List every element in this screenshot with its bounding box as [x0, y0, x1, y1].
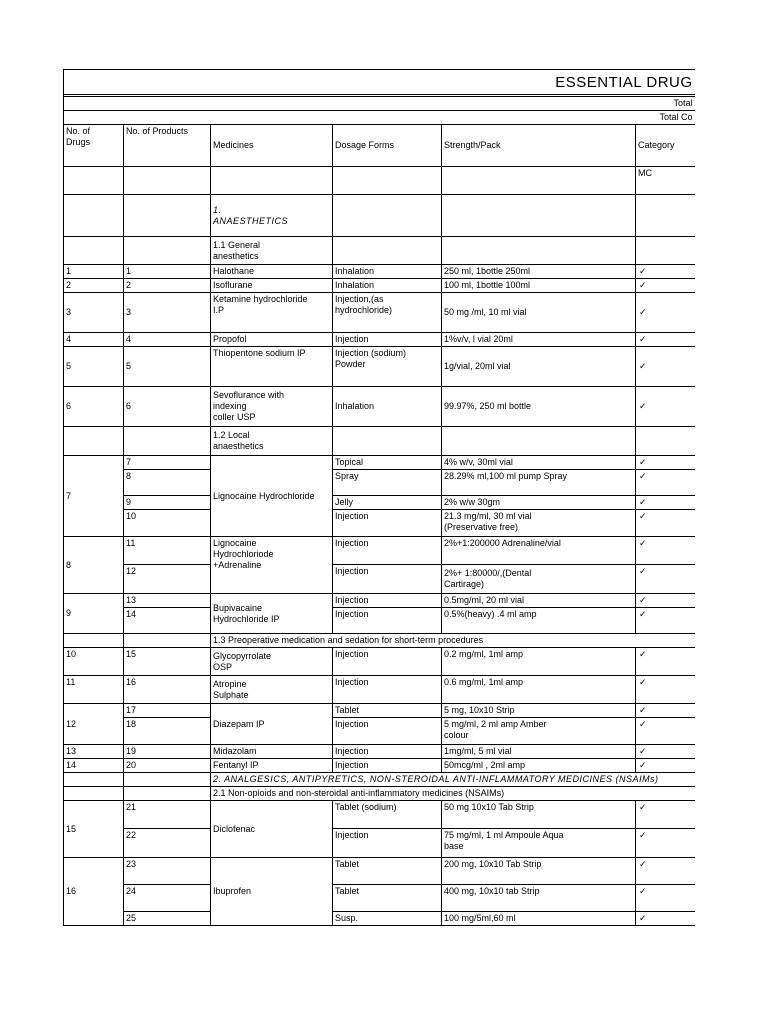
product-number: 8 [124, 470, 211, 496]
strength-pack: 1mg/ml, 5 ml vial [442, 745, 636, 759]
strength-pack: 50 mg 10x10 Tab Strip [442, 801, 636, 829]
drug-number: 4 [64, 333, 124, 347]
strength-pack: 0.2 mg/ml, 1ml amp [442, 648, 636, 676]
strength-pack: 0.5%(heavy) .4 ml amp [442, 608, 636, 634]
check-icon: ✓ [636, 745, 695, 759]
strength-pack: 100 ml, 1bottle 100ml [442, 279, 636, 293]
dosage-form: Injection [333, 333, 442, 347]
empty-cell [333, 167, 442, 195]
strength-pack: 75 mg/ml, 1 ml Ampoule Aqua base [442, 829, 636, 858]
product-number: 10 [124, 510, 211, 537]
header-strength-pack: Strength/Pack [442, 125, 636, 167]
header-category: Category [636, 125, 695, 167]
dosage-form: Inhalation [333, 279, 442, 293]
dosage-form: Tablet [333, 704, 442, 718]
empty-cell [64, 167, 124, 195]
strength-pack: 1g/vial, 20ml vial [442, 347, 636, 387]
check-icon: ✓ [636, 676, 695, 704]
strength-pack: 4% w/v, 30ml vial [442, 456, 636, 470]
drug-number: 3 [64, 293, 124, 333]
check-icon: ✓ [636, 565, 695, 594]
header-dosage-forms: Dosage Forms [333, 125, 442, 167]
check-icon: ✓ [636, 265, 695, 279]
check-icon: ✓ [636, 912, 695, 926]
subsection-heading: 2.1 Non-opioids and non-steroidal anti-inflammatory medicines (NSAIMs) [211, 787, 695, 801]
strength-pack: 21.3 mg/ml, 30 ml vial (Preservative free) [442, 510, 636, 537]
check-icon: ✓ [636, 759, 695, 773]
strength-pack: 1%v/v, l vial 20ml [442, 333, 636, 347]
dosage-form: Tablet [333, 885, 442, 912]
check-icon: ✓ [636, 347, 695, 387]
empty-cell [64, 773, 124, 787]
drug-number: 14 [64, 759, 124, 773]
check-icon: ✓ [636, 858, 695, 885]
medicine-name: Diclofenac [211, 801, 333, 858]
empty-cell [636, 427, 695, 456]
product-number: 9 [124, 496, 211, 510]
product-number: 24 [124, 885, 211, 912]
empty-cell [442, 427, 636, 456]
product-number: 12 [124, 565, 211, 594]
empty-cell [333, 195, 442, 237]
drug-number: 6 [64, 387, 124, 427]
empty-cell [64, 427, 124, 456]
dosage-form: Injection [333, 829, 442, 858]
medicine-name: Propofol [211, 333, 333, 347]
check-icon: ✓ [636, 829, 695, 858]
strength-pack: 50mcg/ml , 2ml amp [442, 759, 636, 773]
empty-cell [211, 167, 333, 195]
empty-cell [636, 237, 695, 265]
dosage-form: Injection [333, 537, 442, 565]
dosage-form: Inhalation [333, 387, 442, 427]
product-number: 21 [124, 801, 211, 829]
empty-cell [124, 427, 211, 456]
medicine-name: Ibuprofen [211, 858, 333, 926]
product-number: 7 [124, 456, 211, 470]
empty-cell [64, 634, 124, 648]
empty-cell [124, 773, 211, 787]
product-number: 18 [124, 718, 211, 745]
medicine-name: Bupivacaine Hydrochloride IP [211, 594, 333, 634]
dosage-form: Injection [333, 745, 442, 759]
check-icon: ✓ [636, 333, 695, 347]
info-total-cost: Total Co [64, 111, 695, 125]
drug-number: 16 [64, 858, 124, 926]
dosage-form: Injection [333, 594, 442, 608]
empty-cell [124, 787, 211, 801]
product-number: 4 [124, 333, 211, 347]
empty-cell [64, 787, 124, 801]
strength-pack: 0.5mg/ml, 20 ml vial [442, 594, 636, 608]
check-icon: ✓ [636, 594, 695, 608]
strength-pack: 250 ml, 1bottle 250ml [442, 265, 636, 279]
dosage-form: Injection [333, 565, 442, 594]
drug-number: 13 [64, 745, 124, 759]
essential-drug-sheet [63, 69, 694, 926]
product-number: 6 [124, 387, 211, 427]
dosage-form: Injection,(as hydrochloride) [333, 293, 442, 333]
empty-cell [64, 195, 124, 237]
product-number: 11 [124, 537, 211, 565]
product-number: 19 [124, 745, 211, 759]
medicine-name: Midazolam [211, 745, 333, 759]
drug-number: 5 [64, 347, 124, 387]
strength-pack: 2% w/w 30gm [442, 496, 636, 510]
check-icon: ✓ [636, 608, 695, 634]
medicine-name: Lignocaine Hydrochloriode +Adrenaline [211, 537, 333, 594]
medicine-name: Ketamine hydrochloride I.P [211, 293, 333, 333]
dosage-form: Injection [333, 676, 442, 704]
product-number: 5 [124, 347, 211, 387]
check-icon: ✓ [636, 387, 695, 427]
medicine-name: Thiopentone sodium IP [211, 347, 333, 387]
strength-pack: 100 mg/5ml,60 ml [442, 912, 636, 926]
empty-cell [442, 167, 636, 195]
strength-pack: 99.97%, 250 ml bottle [442, 387, 636, 427]
header-medicines: Medicines [211, 125, 333, 167]
drug-number: 10 [64, 648, 124, 676]
dosage-form: Spray [333, 470, 442, 496]
dosage-form: Injection [333, 510, 442, 537]
empty-cell [333, 237, 442, 265]
dosage-form: Injection [333, 718, 442, 745]
empty-cell [64, 237, 124, 265]
medicine-name: Diazepam IP [211, 704, 333, 745]
check-icon: ✓ [636, 718, 695, 745]
medicine-name: Lignocaine Hydrochloride [211, 456, 333, 537]
product-number: 3 [124, 293, 211, 333]
empty-cell [124, 195, 211, 237]
product-number: 14 [124, 608, 211, 634]
dosage-form: Topical [333, 456, 442, 470]
drug-number: 7 [64, 456, 124, 537]
medicine-name: Fentanyl IP [211, 759, 333, 773]
product-number: 2 [124, 279, 211, 293]
drug-number: 12 [64, 704, 124, 745]
product-number: 16 [124, 676, 211, 704]
empty-cell [442, 195, 636, 237]
drug-number: 11 [64, 676, 124, 704]
product-number: 25 [124, 912, 211, 926]
dosage-form: Injection [333, 648, 442, 676]
dosage-form: Tablet [333, 858, 442, 885]
check-icon: ✓ [636, 648, 695, 676]
strength-pack: 2%+1:200000 Adrenaline/vial [442, 537, 636, 565]
dosage-form: Injection [333, 759, 442, 773]
medicine-name: Sevoflurance with indexing coller USP [211, 387, 333, 427]
drug-number: 1 [64, 265, 124, 279]
header-no-of-products: No. of Products [124, 125, 211, 167]
product-number: 22 [124, 829, 211, 858]
empty-cell [636, 195, 695, 237]
dosage-form: Susp. [333, 912, 442, 926]
strength-pack: 400 mg, 10x10 tab Strip [442, 885, 636, 912]
empty-cell [442, 237, 636, 265]
strength-pack: 200 mg, 10x10 Tab Strip [442, 858, 636, 885]
subsection-heading: 1.2 Local anaesthetics [211, 427, 333, 456]
medicine-name: Isoflurane [211, 279, 333, 293]
dosage-form: Jelly [333, 496, 442, 510]
medicine-name: Halothane [211, 265, 333, 279]
strength-pack: 0.6 mg/ml, 1ml amp [442, 676, 636, 704]
subsection-heading: 1.3 Preoperative medication and sedation for short-term procedures [211, 634, 695, 648]
check-icon: ✓ [636, 456, 695, 470]
product-number: 1 [124, 265, 211, 279]
strength-pack: 28.29% ml,100 ml pump Spray [442, 470, 636, 496]
empty-cell [124, 634, 211, 648]
subsection-heading: 1.1 General anesthetics [211, 237, 333, 265]
strength-pack: 50 mg /ml, 10 ml vial [442, 293, 636, 333]
check-icon: ✓ [636, 801, 695, 829]
section-heading: 2. ANALGESICS, ANTIPYRETICS, NON-STEROIDAL ANTI-INFLAMMATORY MEDICINES (NSAIMs) [211, 773, 695, 787]
check-icon: ✓ [636, 885, 695, 912]
product-number: 17 [124, 704, 211, 718]
section-heading: 1. ANAESTHETICS [211, 195, 333, 237]
category-mc: MC [636, 167, 695, 195]
drug-number: 8 [64, 537, 124, 594]
dosage-form: Inhalation [333, 265, 442, 279]
check-icon: ✓ [636, 279, 695, 293]
dosage-form: Injection [333, 608, 442, 634]
check-icon: ✓ [636, 496, 695, 510]
product-number: 15 [124, 648, 211, 676]
info-total: Total [64, 97, 695, 111]
drug-number: 2 [64, 279, 124, 293]
empty-cell [124, 167, 211, 195]
check-icon: ✓ [636, 470, 695, 496]
drug-number: 9 [64, 594, 124, 634]
drug-table [63, 69, 695, 926]
product-number: 20 [124, 759, 211, 773]
header-no-of-drugs: No. of Drugs [64, 125, 124, 167]
medicine-name: Atropine Sulphate [211, 676, 333, 704]
dosage-form: Tablet (sodium) [333, 801, 442, 829]
check-icon: ✓ [636, 704, 695, 718]
drug-number: 15 [64, 801, 124, 858]
product-number: 13 [124, 594, 211, 608]
check-icon: ✓ [636, 510, 695, 537]
strength-pack: 5 mg, 10x10 Strip [442, 704, 636, 718]
product-number: 23 [124, 858, 211, 885]
empty-cell [333, 427, 442, 456]
check-icon: ✓ [636, 537, 695, 565]
check-icon: ✓ [636, 293, 695, 333]
strength-pack: 2%+ 1:80000/,(Dental Cartirage) [442, 565, 636, 594]
dosage-form: Injection (sodium) Powder [333, 347, 442, 387]
document-title: ESSENTIAL DRUG [64, 70, 695, 95]
strength-pack: 5 mg/ml, 2 ml amp Amber colour [442, 718, 636, 745]
empty-cell [124, 237, 211, 265]
medicine-name: Glycopyrrolate OSP [211, 648, 333, 676]
